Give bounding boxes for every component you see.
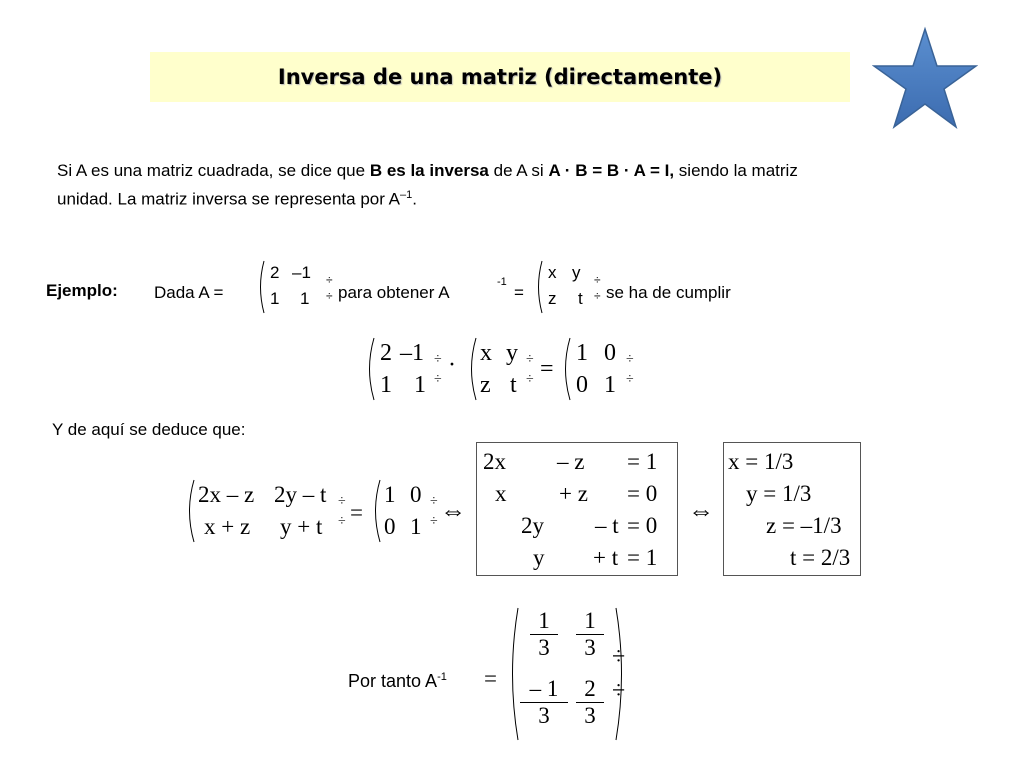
divide-icon: ÷ (326, 273, 333, 287)
equals-sign: = (540, 356, 554, 382)
equation-1 (364, 336, 644, 402)
definition-line-1 (57, 158, 957, 183)
fraction (530, 608, 558, 661)
equals-sign: = (350, 500, 363, 525)
matrix-inverse (534, 259, 604, 315)
definition-part2: de A si (488, 161, 549, 180)
eq2-cell: 1 (410, 514, 422, 539)
eq2-cell: 1 (384, 482, 396, 507)
result-sup: -1 (437, 671, 447, 683)
numerator: 1 (584, 608, 596, 633)
system-cell: = 1 (627, 449, 658, 474)
dot-operator: · (448, 352, 456, 378)
system-box (476, 442, 678, 576)
example-equals: = (514, 283, 524, 302)
star-icon (872, 26, 978, 132)
divide-icon: ÷ (434, 352, 442, 367)
example-label: Ejemplo: (46, 281, 118, 300)
divide-icon: ÷ (430, 494, 438, 509)
left-paren (466, 336, 478, 402)
divide-icon: ÷ (612, 678, 626, 704)
eq1-cell: 1 (576, 340, 588, 366)
system-cell: = 0 (627, 513, 658, 538)
divide-icon: ÷ (626, 352, 634, 367)
system-cell: x (495, 481, 507, 506)
fraction (576, 608, 604, 661)
matrix-a-cell: 1 (270, 289, 280, 308)
eq1-cell: t (510, 372, 517, 398)
example-inv-sup: -1 (497, 276, 507, 288)
denominator: 3 (576, 702, 604, 729)
example-cumplir: se ha de cumplir (606, 283, 731, 302)
numerator: 2 (584, 676, 596, 701)
left-paren (534, 259, 544, 315)
eq1-cell: 2 (380, 340, 392, 366)
matrix-inv-cell: z (548, 289, 557, 308)
result-matrix (506, 606, 646, 742)
eq1-cell: 1 (414, 372, 426, 398)
example-obtener: para obtener A (338, 283, 450, 302)
equals-sign: = (484, 666, 497, 691)
numerator: – 1 (529, 676, 559, 701)
system-cell: = 1 (627, 545, 658, 570)
system-cell: + z (559, 481, 588, 506)
eq1-cell: y (506, 340, 518, 366)
definition-sup: –1 (400, 189, 413, 201)
title-banner (150, 52, 850, 102)
left-paren (560, 336, 572, 402)
divide-icon: ÷ (338, 494, 346, 509)
divide-icon: ÷ (612, 644, 626, 670)
eq1-cell: –1 (400, 340, 424, 366)
divide-icon: ÷ (626, 372, 634, 387)
matrix-inv-cell: x (548, 263, 557, 282)
definition-part3: siendo la matriz (674, 161, 798, 180)
system-cell: + t (593, 545, 619, 570)
divide-icon: ÷ (526, 372, 534, 387)
definition-bold1: B es la inversa (369, 161, 489, 180)
left-paren (256, 259, 266, 315)
definition-text (57, 158, 957, 212)
left-paren (370, 478, 382, 544)
divide-icon: ÷ (434, 372, 442, 387)
result-label (348, 671, 447, 692)
numerator: 1 (538, 608, 550, 633)
solution-cell: x = 1/3 (728, 449, 794, 474)
definition-bold2: A · B = B · A = I, (548, 161, 675, 180)
denominator: 3 (520, 702, 568, 729)
denominator: 3 (530, 634, 558, 661)
divide-icon: ÷ (594, 273, 601, 287)
equation-2 (184, 478, 479, 544)
definition-line-2 (57, 183, 957, 212)
eq2-cell: 0 (410, 482, 422, 507)
solution-cell: t = 2/3 (790, 545, 851, 570)
system-cell: 2x (483, 449, 506, 474)
matrix-inv-cell: t (578, 289, 583, 308)
left-paren (506, 606, 520, 742)
eq2-cell: 0 (384, 514, 396, 539)
system-cell: = 0 (627, 481, 658, 506)
system-cell: – z (557, 449, 585, 474)
solution-cell: z = –1/3 (766, 513, 842, 538)
eq1-cell: x (480, 340, 492, 366)
eq1-cell: 1 (380, 372, 392, 398)
deduce-text: Y de aquí se deduce que: (52, 420, 246, 439)
example-dada: Dada A = (154, 283, 224, 302)
fraction (520, 676, 568, 729)
divide-icon: ÷ (326, 289, 333, 303)
eq2-cell: 2x – z (198, 482, 255, 507)
iff-arrow-icon: ⇔ (688, 496, 714, 525)
page-title: Inversa de una matriz (directamente) (277, 65, 723, 89)
solution-cell: y = 1/3 (746, 481, 812, 506)
left-paren (184, 478, 196, 544)
eq2-cell: y + t (280, 514, 323, 539)
matrix-a (256, 259, 336, 315)
eq1-cell: 0 (576, 372, 588, 398)
divide-icon: ÷ (594, 289, 601, 303)
eq1-cell: z (480, 372, 491, 398)
eq1-cell: 1 (604, 372, 616, 398)
system-cell: – t (595, 513, 619, 538)
left-paren (364, 336, 376, 402)
matrix-a-cell: 2 (270, 263, 280, 282)
definition-part1: Si A es una matriz cuadrada, se dice que (57, 161, 370, 180)
eq2-cell: x + z (204, 514, 251, 539)
solution-box (723, 442, 861, 576)
fraction (576, 676, 604, 729)
divide-icon: ÷ (526, 352, 534, 367)
system-cell: 2y (521, 513, 544, 538)
system-cell: y (533, 545, 545, 570)
matrix-a-cell: 1 (300, 289, 310, 308)
divide-icon: ÷ (338, 514, 346, 529)
result-label-text: Por tanto A (348, 671, 438, 691)
eq2-cell: 2y – t (274, 482, 327, 507)
divide-icon: ÷ (430, 514, 438, 529)
iff-arrow-icon: ⇔ (440, 496, 466, 525)
denominator: 3 (576, 634, 604, 661)
right-paren (614, 606, 628, 742)
eq1-cell: 0 (604, 340, 616, 366)
matrix-a-cell: –1 (292, 263, 311, 282)
matrix-inv-cell: y (572, 263, 581, 282)
definition-line2a: unidad. La matriz inversa se representa por A (57, 189, 401, 209)
definition-line2b: . (412, 189, 418, 209)
